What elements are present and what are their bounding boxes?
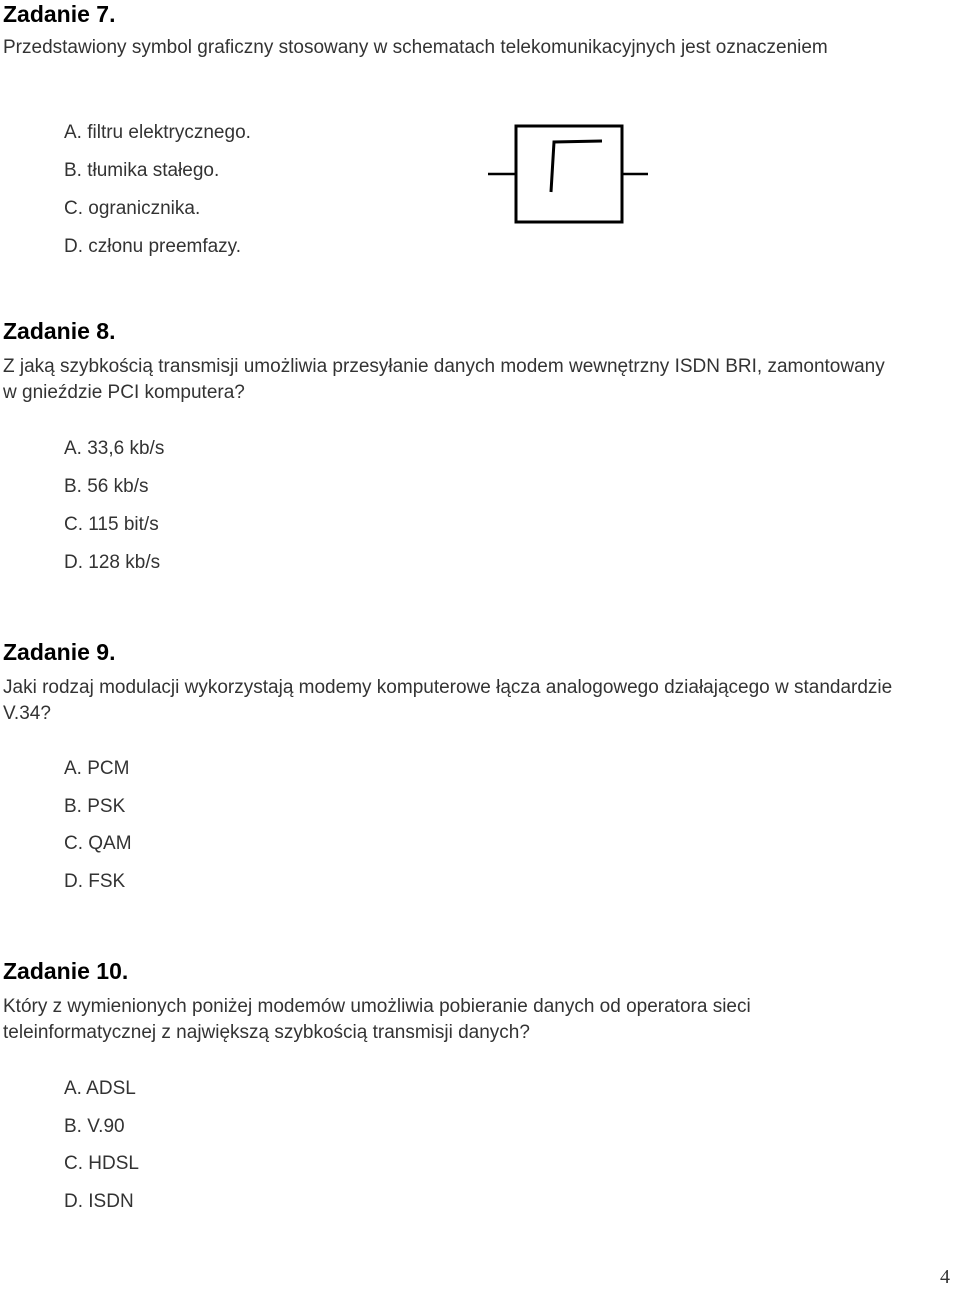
task-7-answer-a: A. filtru elektrycznego. — [64, 122, 251, 143]
task-9-answer-c: C. QAM — [64, 833, 132, 854]
task-8 — [3, 317, 953, 406]
task-10-question: Który z wymienionych poniżej modemów umożliwia pobieranie danych od operatora sieci teleinformatycznej z największą szybkością transmisji danych? — [3, 996, 751, 1043]
task-9-answers — [64, 750, 132, 900]
task-10-answers — [64, 1070, 139, 1220]
task-8-answers — [64, 430, 164, 582]
task-10-answer-d: D. ISDN — [64, 1190, 134, 1212]
task-10-heading: Zadanie 10. — [3, 958, 129, 984]
page-number: 4 — [940, 1266, 950, 1288]
task-9-heading: Zadanie 9. — [3, 639, 116, 665]
task-7-question: Przedstawiony symbol graficzny stosowany w schematach telekomunikacyjnych jest oznaczeniem — [3, 37, 828, 58]
task-8-answer-a: A. 33,6 kb/s — [64, 438, 165, 459]
task-7-answer-d: D. członu preemfazy. — [64, 236, 242, 257]
task-9-question: Jaki rodzaj modulacji wykorzystają modemy komputerowe łącza analogowego działającego w standardzie V.34? — [3, 677, 893, 724]
task-7-answers — [64, 114, 251, 266]
task-7-answer-c: C. ogranicznika. — [64, 198, 201, 219]
task-10-answer-c: C. HDSL — [64, 1153, 139, 1174]
task-9 — [3, 638, 953, 727]
task-8-heading: Zadanie 8. — [3, 318, 116, 344]
task-8-answer-b: B. 56 kb/s — [64, 476, 149, 497]
task-7-heading: Zadanie 7. — [3, 1, 116, 27]
task-8-answer-d: D. 128 kb/s — [64, 552, 161, 573]
task-8-answer-c: C. 115 bit/s — [64, 514, 159, 535]
task-9-answer-a: A. PCM — [64, 758, 130, 779]
task-7-answer-b: B. tłumika stałego. — [64, 160, 220, 181]
task-9-answer-b: B. PSK — [64, 795, 126, 817]
task-7 — [3, 0, 953, 61]
task-8-question: Z jaką szybkością transmisji umożliwia przesyłanie danych modem wewnętrzny ISDN BRI, zamontowany w gnieździe PCI komputera? — [3, 356, 885, 403]
limiter-symbol-icon — [488, 120, 650, 228]
task-10 — [3, 957, 953, 1046]
task-10-answer-a: A. ADSL — [64, 1078, 136, 1099]
task-9-answer-d: D. FSK — [64, 870, 126, 892]
symbol-limiter-curve — [551, 141, 602, 192]
task-10-answer-b: B. V.90 — [64, 1115, 125, 1137]
